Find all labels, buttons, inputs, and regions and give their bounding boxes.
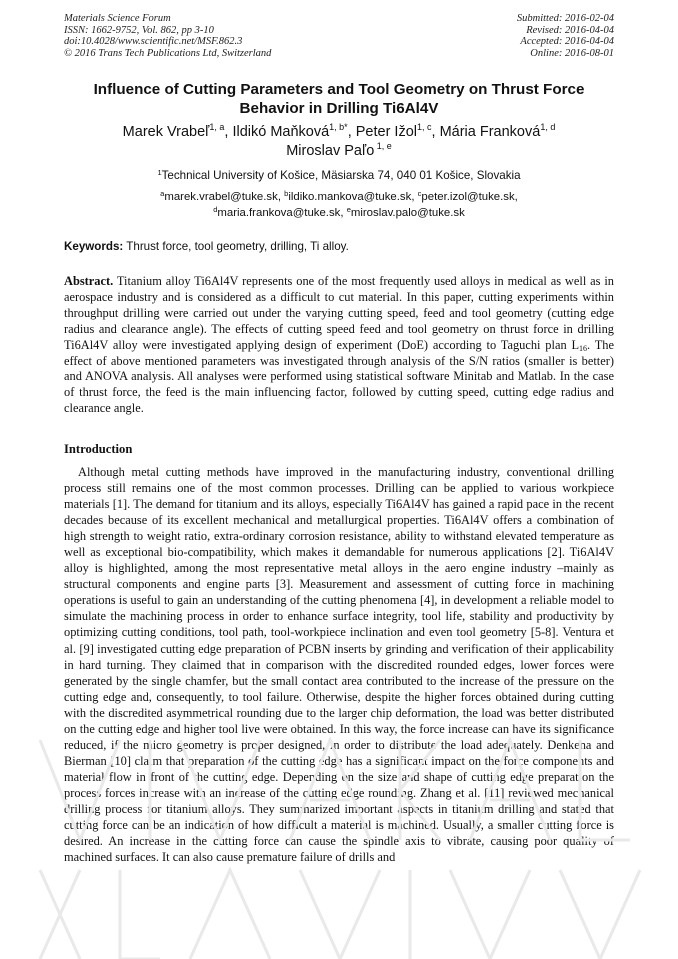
email-address[interactable]: maria.frankova@tuke.sk <box>217 206 341 219</box>
journal-copyright: © 2016 Trans Tech Publications Ltd, Switzerland <box>64 48 272 60</box>
date-accepted: Accepted: 2016-04-04 <box>520 36 614 48</box>
paper-title: Influence of Cutting Parameters and Tool Geometry on Thrust Force Behavior in Drilling Ti6Al4V <box>93 81 585 117</box>
journal-name: Materials Science Forum <box>64 13 171 24</box>
introduction-paragraph: Although metal cutting methods have improved in the manufacturing industry, conventional drilling process still remains one of the most common processes. Drilling can be applied to various workpiece materials [1]. The demand for titanium and its alloys, especially Ti6Al4V has gained a rapid pace in the recent decades because of its excellent mechanical and metallurgical properties. Ti6Al4V offers a combination of high strength to weight ratio, extra-ordinary corrosion resistance, ability to withstand elevated temperature as well as exceptional bio-compatibility, which makes it demandable for numerous applications [2]. Ti6Al4V alloy is highlighted, among the most representative metal alloys in the aero engine industry –mainly as structural components and engine parts [3]. Measurement and assessment of cutting force in machining operations is useful to gain an understanding of the cutting phenomena [4], in development a reliable model to simulate the machining process in order to enhance surface integrity, tool life, stability and productivity by optimizing cutting conditions, tool path, tool-workpiece inclination and even tool geometry [5-8]. Ventura et al. [9] investigated cutting edge preparation of PCBN inserts by grinding and verification of their applicability in hard turning. They claimed that in comparison with the discredited rounded edges, lower forces were generated by the single chamfer, but the small contact area contributed to the increase of the pressure on the cutting edge and, consequently, to tool failure. Otherwise, despite the higher forces obtained during cutting with the discredited asymmetrical rounding due to the larger chip deformation, the load was better distributed on the cutting edge and higher tool live were obtained. In this way, the force increase can have its significance reduced, if the micro geometry is proper designed, in order to distribute the load adequately. Denkena and Bierman [10] claim that preparation of the cutting edge has a significant impact on the force components and material flow in front of the cutting edge. Depending on the size and shape of cutting edge preparation the process forces increase with an increase of the cutting edge rounding. Zhang et al. [11] reviewed mechanical drilling process for titanium alloys. They summarized important aspects in titanium drilling and stated that cutting force can be an indication of how difficult a material is machined. Usually, a smaller cutting force is desired. An increase in the cutting force can cause the spindle axis to vibrate, causing poor quality of machined surfaces. It can also cause premature failure of drills and <box>64 465 614 865</box>
email-mark: b <box>284 189 289 198</box>
author-emails <box>64 190 614 221</box>
author-affiliation-mark: 1, a <box>209 122 225 132</box>
date-online: Online: 2016-08-01 <box>530 48 614 60</box>
journal-info <box>64 13 271 60</box>
journal-issn: ISSN: 1662-9752, Vol. 862, pp 3-10 <box>64 24 214 36</box>
abstract-subscript: 16 <box>579 343 588 353</box>
submission-dates <box>517 13 614 60</box>
abstract <box>64 274 614 417</box>
section-heading-introduction: Introduction <box>64 442 133 456</box>
abstract-label: Abstract. <box>64 274 114 288</box>
author-name: Marek Vrabeľ <box>122 124 210 140</box>
email-separator: , <box>411 191 418 203</box>
author-affiliation-mark: 1, d <box>540 122 556 132</box>
author-affiliation-mark: 1, c <box>417 122 432 132</box>
author-separator: , <box>224 124 233 140</box>
author-name: Peter Ižol <box>355 124 417 140</box>
date-submitted: Submitted: 2016-02-04 <box>516 13 614 24</box>
keywords-label: Keywords: <box>64 240 124 253</box>
journal-doi: doi:10.4028/www.scientific.net/MSF.862.3 <box>64 36 243 48</box>
abstract-text: Titanium alloy Ti6Al4V represents one of the most frequently used alloys in medical as well as in aerospace industry and is considered as a difficult to cut material. In this paper, cutting experiments within throughput drilling were carried out under the varying cutting speed, feed and tool geometry (cutting edge radius and clearance angle). The effects of cutting speed feed and tool geometry on thrust force in drilling Ti6Al4V alloy were investigated applying design of experiment (DoE) according to Taguchi plan L <box>64 274 614 352</box>
author-separator: , <box>347 124 356 140</box>
keywords-text: Thrust force, tool geometry, drilling, Ti alloy. <box>123 240 349 253</box>
email-separator: , <box>277 191 285 203</box>
author-name: Miroslav Paľo <box>286 143 375 159</box>
email-address[interactable]: miroslav.palo@tuke.sk <box>350 206 465 219</box>
email-mark: d <box>213 204 218 214</box>
author-affiliation-mark: 1, e <box>374 141 392 151</box>
author-name: Ildikó Maňková <box>232 124 330 140</box>
author-affiliation-mark: 1, b* <box>329 122 348 132</box>
affiliation <box>64 168 614 183</box>
abstract-text-continued: . The effect of above mentioned parameters was investigated through analysis of the S/N ratios (smaller is better) and ANOVA analysis. All analyses were performed using statistical software Minitab and Matlab. In the case of thrust force, the feed is the main influencing factor, followed by cutting speed, cutting edge radius and clearance angle. <box>64 337 614 416</box>
email-address[interactable]: marek.vrabel@tuke.sk <box>164 191 278 203</box>
author-list <box>64 123 614 161</box>
email-address[interactable]: peter.izol@tuke.sk <box>421 191 515 203</box>
email-mark: a <box>160 189 165 198</box>
author-name: Mária Franková <box>439 124 541 140</box>
author-separator: , <box>431 124 440 140</box>
email-address[interactable]: ildiko.mankova@tuke.sk <box>288 191 412 203</box>
keywords <box>64 239 614 254</box>
email-mark: c <box>417 189 422 198</box>
date-revised: Revised: 2016-04-04 <box>526 24 614 36</box>
email-mark: e <box>346 204 351 214</box>
email-separator: , <box>514 191 518 203</box>
affiliation-text: Technical University of Košice, Mäsiarska 74, 040 01 Košice, Slovakia <box>161 169 521 182</box>
affiliation-mark: 1 <box>157 168 162 177</box>
email-separator: , <box>340 206 347 219</box>
